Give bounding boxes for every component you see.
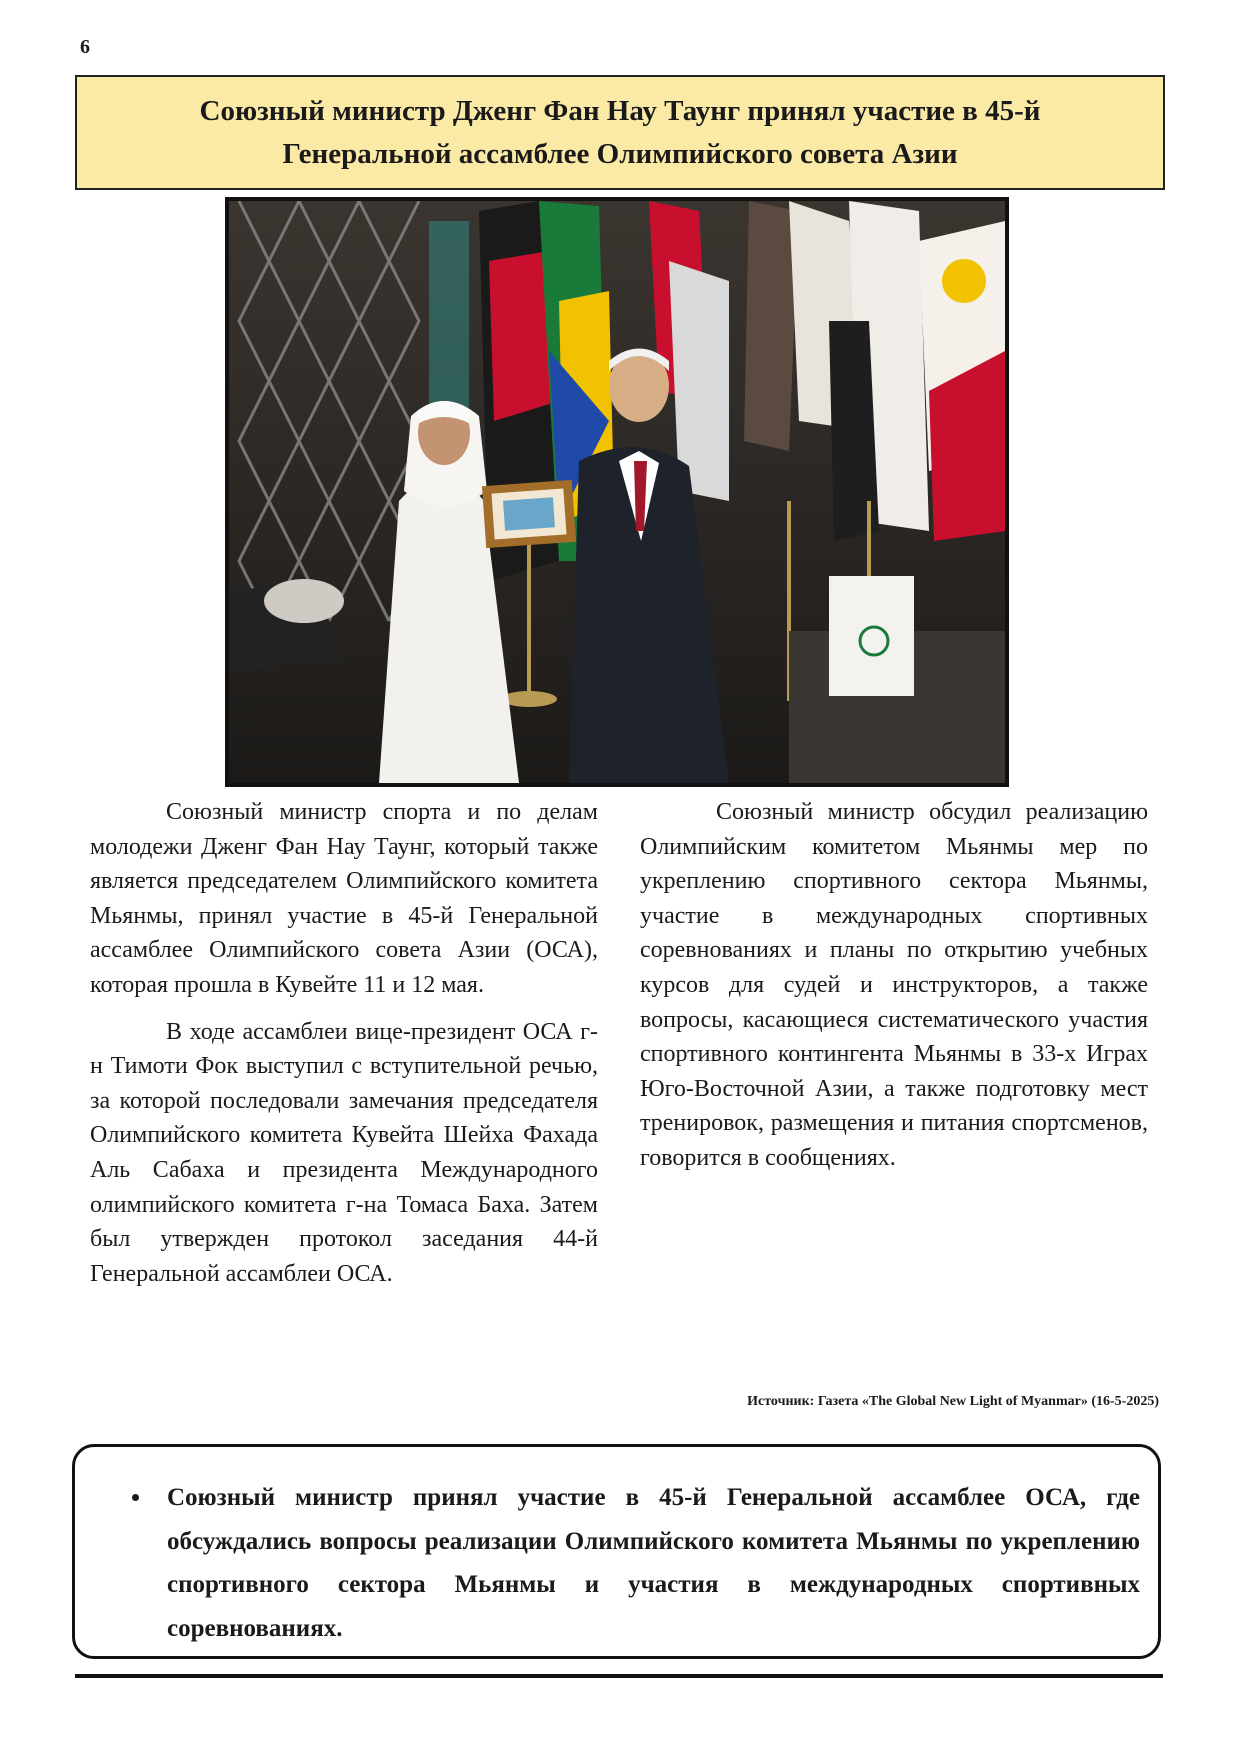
summary-item: • Союзный министр принял участие в 45-й Генеральной ассамблее ОСА, где обсуждались вопросы реализации Олимпийского комитета Мьянмы по укреплению спортивного сектора Мьянмы и участия в международных спортивных соревнованиях. bbox=[153, 1476, 1140, 1650]
column-right bbox=[640, 795, 1148, 1188]
paragraph: Союзный министр обсудил реализацию Олимпийским комитетом Мьянмы мер по укреплению спортивного сектора Мьянмы, участие в международных спортивных соревнованиях и планы по открытию учебных курсов для судей и инструкторов, а также вопросы, касающиеся систематического участия спортивного контингента Мьянмы в 33-х Играх Юго-Восточной Азии, а также подготовку мест тренировок, размещения и питания спортсменов, говорится в сообщениях. bbox=[640, 799, 1148, 1171]
summary-list bbox=[125, 1476, 1140, 1650]
pole-base bbox=[501, 691, 557, 707]
page-number: 6 bbox=[80, 36, 90, 58]
article-title-box bbox=[75, 75, 1165, 190]
flag-sun-emblem bbox=[942, 259, 986, 303]
table-sign bbox=[829, 576, 914, 696]
paragraph: В ходе ассамблеи вице-президент ОСА г-н Тимоти Фок выступил с вступительной речью, за которой последовали замечания председателя Олимпийского комитета Кувейта Шейха Фахада Аль Сабаха и президента Международного олимпийского комитета г-на Томаса Баха. Затем был утвержден протокол заседания 44-й Генеральной ассамблеи ОСА. bbox=[90, 1018, 598, 1287]
framed-gift bbox=[482, 480, 576, 548]
column-left bbox=[90, 795, 598, 1303]
source-credit: Источник: Газета «The Global New Light of Myanmar» (16-5-2025) bbox=[747, 1394, 1159, 1409]
article-title: Союзный министр Дженг Фан Нау Таунг принял участие в 45-й Генеральной ассамблее Олимпийского совета Азии bbox=[199, 94, 1041, 170]
bottom-rule bbox=[75, 1674, 1163, 1678]
article-photo bbox=[225, 197, 1009, 787]
paragraph: Союзный министр спорта и по делам молодежи Дженг Фан Нау Таунг, который также является председателем Олимпийского комитета Мьянмы, принял участие в 45-й Генеральной ассамблее Олимпийского совета Азии (ОСА), которая прошла в Кувейте 11 и 12 мая. bbox=[90, 799, 598, 998]
photo-illustration bbox=[229, 201, 1005, 783]
summary-box bbox=[72, 1444, 1161, 1659]
bag bbox=[264, 579, 344, 623]
